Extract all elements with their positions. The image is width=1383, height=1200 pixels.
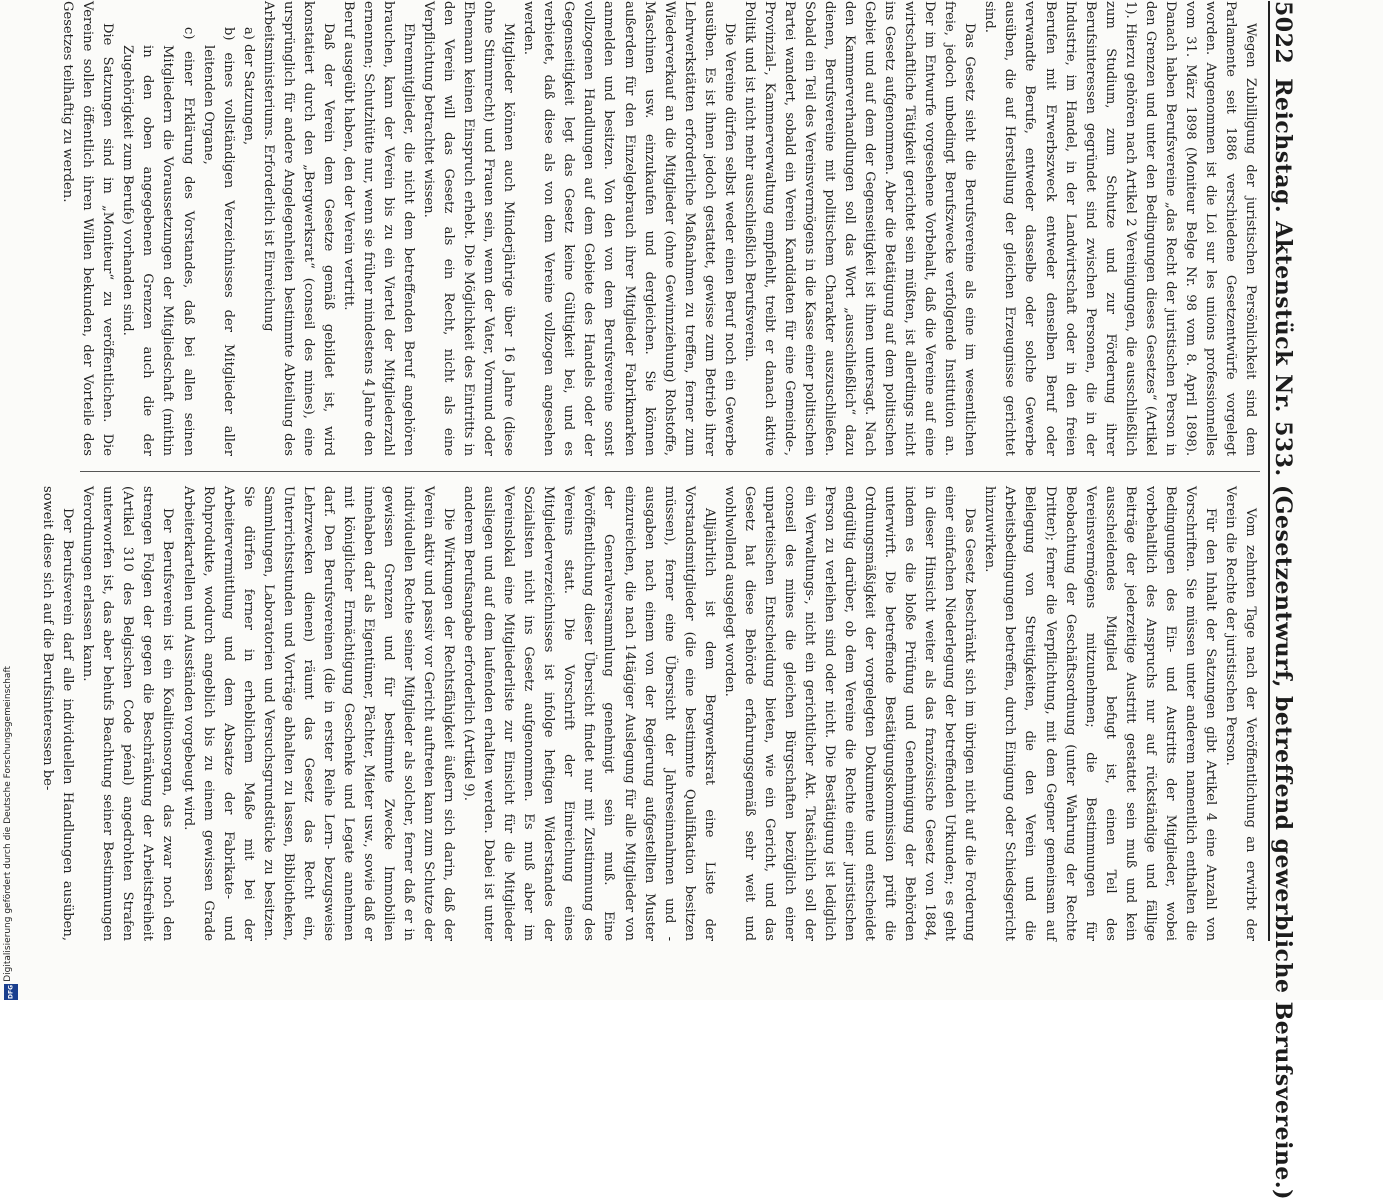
- paragraph: Mitglieder können auch Minderjährige über 16 Jahre (diese ohne Stimmrecht) und Frauen sein, wenn der Vater, Vormund oder Ehemann keinen Einspruch erhebt. Die Möglichkeit des Eintritts in den Verein will das Gesetz als ein Recht, nicht als eine Verpflichtung betrachtet wissen.: [421, 1, 517, 456]
- column-divider: [80, 471, 1260, 472]
- list-item: c) einer Erklärung des Vorstandes, daß bei allen seinen Mitgliedern die Voraussetzungen der Mitgliedschaft (mithin in den oben angegebenen Grenzen auch die der Zugehörigkeit zum Berufe) vorhanden sind.: [120, 27, 196, 456]
- dfg-logo: DFG: [4, 984, 18, 1000]
- paragraph: Vom zehnten Tage nach der Veröffentlichung an erwirbt der Verein die Rechte der juristischen Person.: [1222, 486, 1258, 941]
- rotated-text-block: [40, 1, 1310, 1200]
- text-column-left: [60, 1, 1260, 456]
- paragraph: Alljährlich ist dem Bergwerksrat eine Liste der Vorstandsmitglieder (die eine bestimmte Qualifikation besitzen müssen), ferner eine Übersicht der Jahreseinnahmen und -ausgaben nach einem von der Regierung aufgestellten Muster einzureichen, die nach 14tägiger Auslegung für alle Mitglieder von der Generalversammlung genehmigt sein muß. Eine Veröffentlichung dieser Übersicht findet nur mit Zustimmung des Vereins statt. Die Vorschrift der Einreichung eines Mitgliederverzeichnisses ist infolge heftigen Widerstandes der Sozialisten nicht ins Gesetz aufgenommen. Es muß aber im Vereinslokal eine Mitgliederliste zur Einsicht für die Mitglieder ausliegen und auf dem laufenden erhalten werden. Dabei ist unter anderem Berufsangabe erforderlich (Artikel 9).: [461, 486, 717, 941]
- paragraph: Der Berufsverein darf alle individuellen Handlungen ausüben, soweit diese sich auf die Berufsinteressen be-: [40, 486, 76, 941]
- digitization-footer: [0, 350, 22, 1000]
- paragraph: Daß der Verein dem Gesetze gemäß gebildet ist, wird konstatiert durch den „Bergwerksrat“ (conseil des mines), eine ursprünglich für andere Angelegenheiten bestimmte Abteilung des Arbeitsministeriums. Erforderlich ist Einreichung: [260, 1, 336, 456]
- paragraph: Wegen Zubilligung der juristischen Persönlichkeit sind dem Parlamente seit 1886 verschiedene Gesetzentwürfe vorgelegt worden. Angenommen ist die Loi sur les unions professionnelles vom 31. März 1898 (Moniteur Belge Nr. 98 vom 8. April 1898). Danach haben Berufsvereine „das Recht der juristischen Person in den Grenzen und unter den Bedingungen dieses Gesetzes“ (Artikel 1). Hierzu gehören nach Artikel 2 Vereinigungen, die ausschließlich zum Studium, zum Schutze und zur Förderung ihrer Berufsinteressen gegründet sind zwischen Personen, die in der Industrie, im Handel, in der Landwirtschaft oder in den freien Berufen mit Erwerbszweck entweder denselben Beruf oder verwandte Berufe, entweder dasselbe oder solche Gewerbe ausüben, die auf Herstellung der gleichen Erzeugnisse gerichtet sind.: [982, 1, 1258, 456]
- list-item: a) der Satzungen,: [240, 27, 256, 146]
- page-number: 5022: [1270, 1, 1296, 65]
- paragraph: Der Berufsverein ist ein Koalitionsorgan, das zwar noch den strengen Folgen der gegen die Beschränkung der Arbeitsfreiheit (Artikel 310 des Belgischen Code pénal) angedrohten Strafen unterworfen ist, das aber behufs Beachtung seiner Bestimmungen Verordnungen erlassen kann.: [80, 486, 176, 941]
- paragraph: Die Satzungen sind im „Moniteur“ zu veröffentlichen. Die Vereine sollen öffentlich ihren Willen bekunden, der Vorteile des Gesetzes teilhaftig zu werden.: [60, 1, 116, 456]
- paragraph: Die Wirkungen der Rechtsfähigkeit äußern sich darin, daß der Verein aktiv und passiv vor Gericht auftreten kann zum Schutze der individuellen Rechte seiner Mitglieder als solcher, ferner daß er in gewissen Grenzen und für bestimmte Zwecke Immobilien innehaben darf als Eigentümer, Pächter, Mieter usw., sowie daß er mit königlicher Ermächtigung Geschenke und Legate annehmen darf. Den Berufsvereinen (die in erster Reihe Lern- bezugsweise Lehrzwecken dienen) räumt das Gesetz das Recht ein, Unterrichtsstunden und Vorträge abhalten zu lassen, Bibliotheken, Sammlungen, Laboratorien und Versuchsgrundstücke zu besitzen. Sie dürfen ferner in erheblichem Maße mit bei der Arbeitervermittlung und dem Absatze der Fabrikate- und Rohprodukte, wodurch angeblich bis zu einem gewissen Grade Arbeiterkartellen und Ausständen vorgebeugt wird.: [180, 486, 457, 941]
- paragraph: Das Gesetz sieht die Berufsvereine als eine im wesentlichen freie, jedoch unbedingt Berufszwecke verfolgende Institution an. Der im Entwurfe vorgesehene Vorbehalt, daß die Vereine auf eine wirtschaftliche Tätigkeit gerichtet sein müßten, ist allerdings nicht ins Gesetz aufgenommen. Aber die Betätigung auf dem politischen Gebiet und auf dem der Gegenseitigkeit ist ihnen untersagt. Nach den Kammerverhandlungen soll das Wort „ausschließlich“ dazu dienen, Berufsvereine mit politischem Charakter auszuschließen. Sobald ein Teil des Vereinsvermögens in die Kasse einer politischen Partei wandert, sobald ein Verein Kandidaten für eine Gemeinde-, Provinzial-, Kammerverwaltung empfiehlt, treibt er danach aktive Politik und ist nicht mehr ausschließlich Berufsverein.: [741, 1, 978, 456]
- digitization-notice: Digitalisierung gefördert durch die Deutsche Forschungsgemeinschaft: [3, 666, 13, 982]
- list-item: b) eines vollständigen Verzeichnisses der Mitglieder aller leitenden Organe,: [200, 27, 236, 456]
- text-column-right: [40, 486, 1260, 941]
- paragraph: Für den Inhalt der Satzungen gibt Artikel 4 eine Anzahl von Vorschriften. Sie müssen unter anderem namentlich enthalten die Bedingungen des Ein- und Austritts der Mitglieder, wobei vorbehaltlich des Anspruchs nur auf rückständige und fällige Beiträge der jederzeitige Austritt gestattet sein muß und kein ausscheidendes Mitglied befugt ist, einen Teil des Vereinsvermögens mitzunehmen; die Bestimmungen für Beobachtung der Geschäftsordnung (unter Wahrung der Rechte Dritter); ferner die Verpflichtung, mit dem Gegner gemeinsam auf Beilegung von Streitigkeiten, die den Verein und die Arbeitsbedingungen betreffen, durch Einigung oder Schiedsgericht hinzuwirken.: [982, 486, 1218, 941]
- page-title: Reichstag. Aktenstück Nr. 533. (Gesetzentwurf, betreffend gewerbliche Berufsvereine.): [1270, 78, 1296, 1200]
- paragraph: Die Vereine dürfen selbst weder einen Beruf noch ein Gewerbe ausüben. Es ist ihnen jedoch gestattet, gewisse zum Betrieb ihrer Lehrwerkstätten erforderliche Maßnahmen zu treffen, ferner zum Wiederverkauf an die Mitglieder (ohne Gewinnziehung) Rohstoffe, Maschinen usw. einzukaufen und dergleichen. Sie können außerdem für den Einzelgebrauch ihrer Mitglieder Fabrikmarken anmelden und besitzen. Von den von dem Berufsvereine sonst vollzogenen Handlungen auf dem Gebiete des Handels oder der Gegenseitigkeit legt das Gesetz keine Gültigkeit bei, und es verbietet, daß diese als von dem Vereine vollzogen angesehen werden.: [521, 1, 737, 456]
- paragraph: Das Gesetz beschränkt sich im übrigen nicht auf die Forderung einer einfachen Niederlegung der betreffenden Urkunden; es geht in dieser Hinsicht weiter als das französische Gesetz von 1884, indem es die bloße Prüfung und Genehmigung der Behörden unterwirft. Die betreffende Bestätigungskommission prüft die Ordnungsmäßigkeit der vorgelegten Dokumente und entscheidet endgültig darüber, ob dem Vereine die Rechte einer juristischen Person zu verleihen sind oder nicht. Die Bestätigung ist lediglich ein Verwaltungs-, nicht ein gerichtlicher Akt. Tatsächlich soll der conseil des mines die gleichen Bürgschaften bezüglich einer unparteiischen Entscheidung bieten, wie ein Gericht, und das Gesetz hat diese Behörde erfahrungsgemäß sehr weit und wohlwollend ausgelegt worden.: [721, 486, 978, 941]
- paragraph: Ehrenmitglieder, die nicht dem betreffenden Beruf angehören brauchen, kann der Verein bis zu ein Viertel der Mitgliederzahl ernennen; Schutzhütte nur, wenn sie früher mindestens 4 Jahre den Beruf ausgeübt haben, den der Verein vertritt.: [340, 1, 417, 456]
- page-header: [1268, 1, 1310, 1200]
